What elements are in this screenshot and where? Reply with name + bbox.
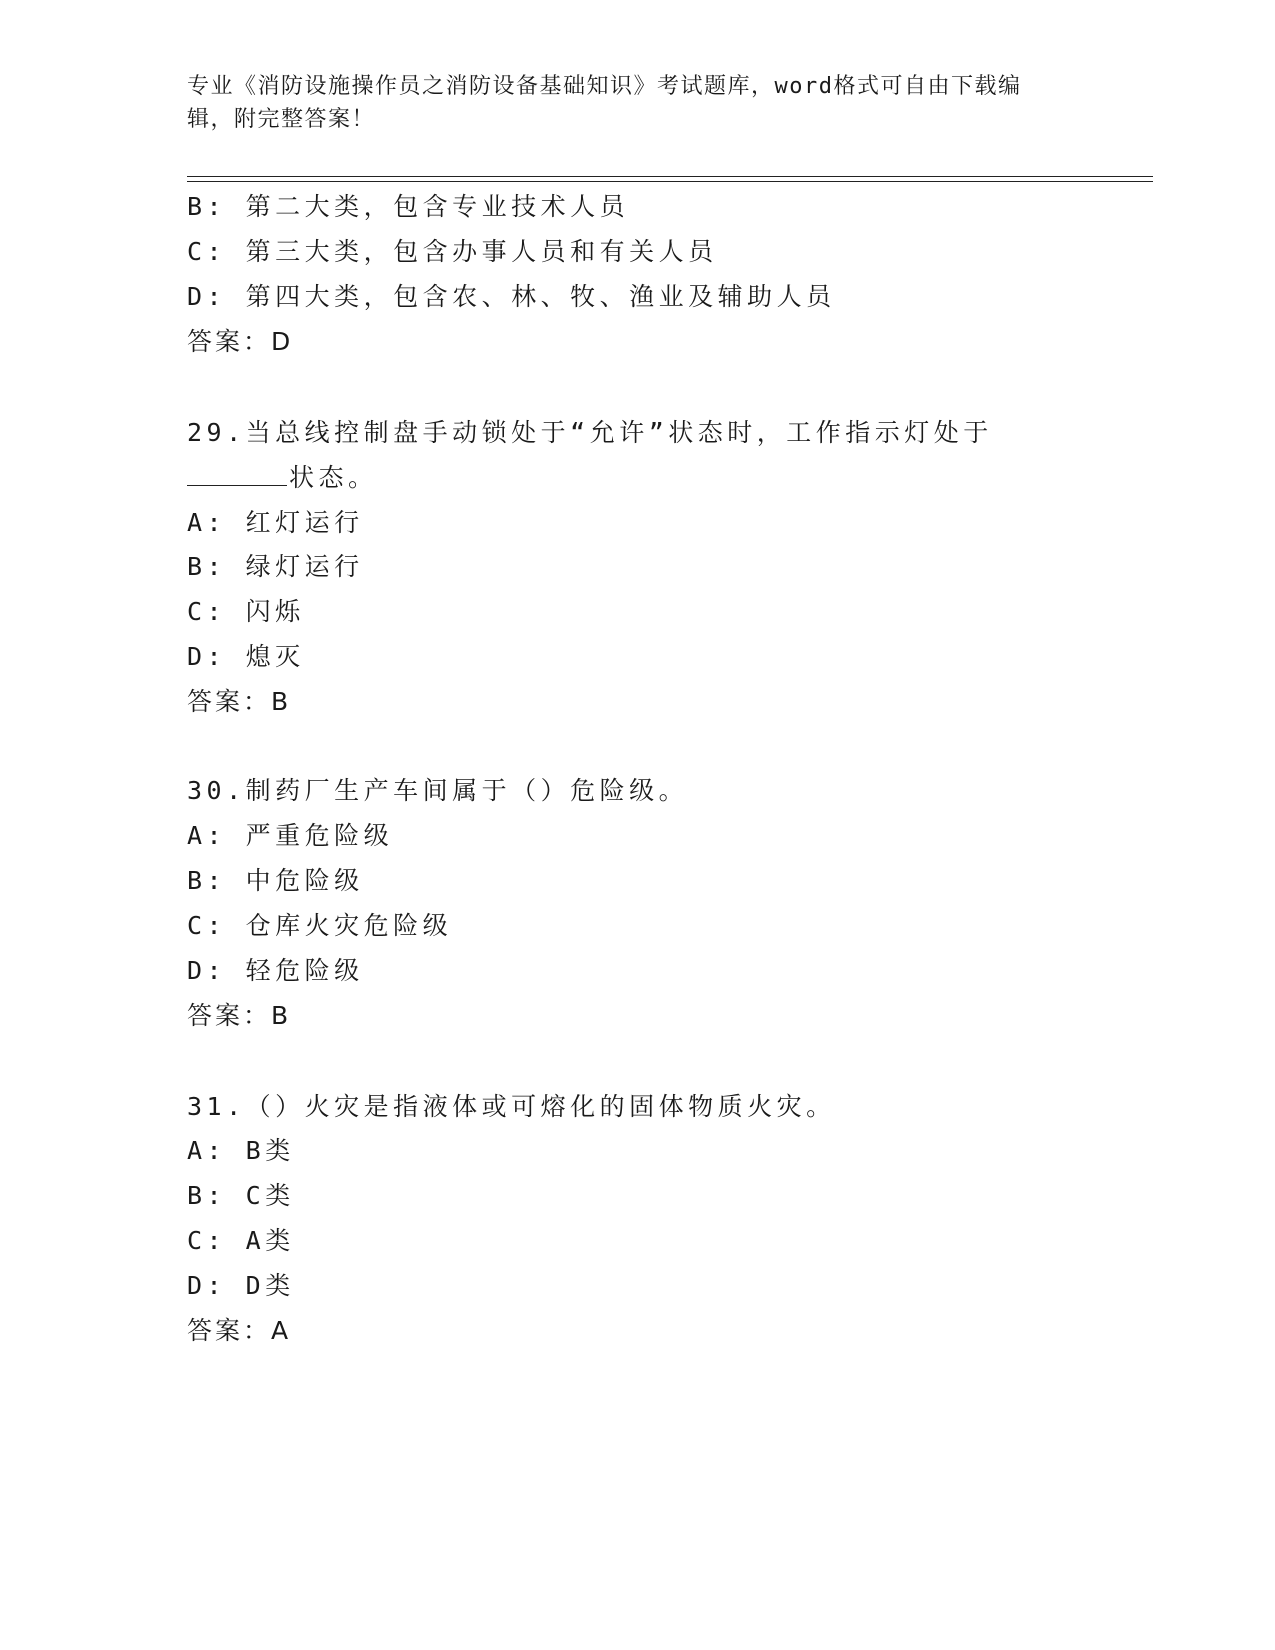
document-header: [187, 70, 1067, 136]
q30-option-a: A: 严重危险级: [187, 821, 394, 850]
q31-option-d: D: D类: [187, 1271, 295, 1300]
header-line-1: 专业《消防设施操作员之消防设备基础知识》考试题库，word格式可自由下载编: [187, 74, 1022, 99]
q29-option-c: C: 闪烁: [187, 597, 305, 626]
q28-option-c: C: 第三大类，包含办事人员和有关人员: [187, 237, 718, 266]
q29-stem-line-1: 29.当总线控制盘手动锁处于“允许”状态时，工作指示灯处于: [187, 418, 993, 447]
q29-answer: 答案：B: [187, 687, 292, 716]
q29-option-a: A: 红灯运行: [187, 508, 364, 537]
q28-option-d: D: 第四大类，包含农、林、牧、渔业及辅助人员: [187, 282, 836, 311]
q30-option-d: D: 轻危险级: [187, 956, 364, 985]
q28-answer: 答案：D: [187, 327, 294, 356]
q29-option-d: D: 熄灭: [187, 642, 305, 671]
header-line-2: 辑，附完整答案！: [187, 107, 376, 132]
q29-option-b: B: 绿灯运行: [187, 552, 364, 581]
q29-stem-line-2: [187, 462, 378, 494]
q30-stem: 30.制药厂生产车间属于（）危险级。: [187, 776, 689, 805]
q31-answer: 答案：A: [187, 1316, 292, 1345]
q28-option-b: B: 第二大类，包含专业技术人员: [187, 192, 630, 221]
q31-option-b: B: C类: [187, 1181, 295, 1210]
q30-answer: 答案：B: [187, 1001, 292, 1030]
q29-stem-suffix: 状态。: [289, 463, 378, 492]
q30-option-c: C: 仓库火灾危险级: [187, 911, 453, 940]
q31-stem: 31.（）火灾是指液体或可熔化的固体物质火灾。: [187, 1092, 836, 1121]
header-divider-top: [187, 176, 1153, 177]
q31-option-c: C: A类: [187, 1226, 295, 1255]
q30-option-b: B: 中危险级: [187, 866, 364, 895]
q31-option-a: A: B类: [187, 1136, 295, 1165]
fill-in-blank: [187, 465, 287, 486]
header-divider-bottom: [187, 181, 1153, 182]
